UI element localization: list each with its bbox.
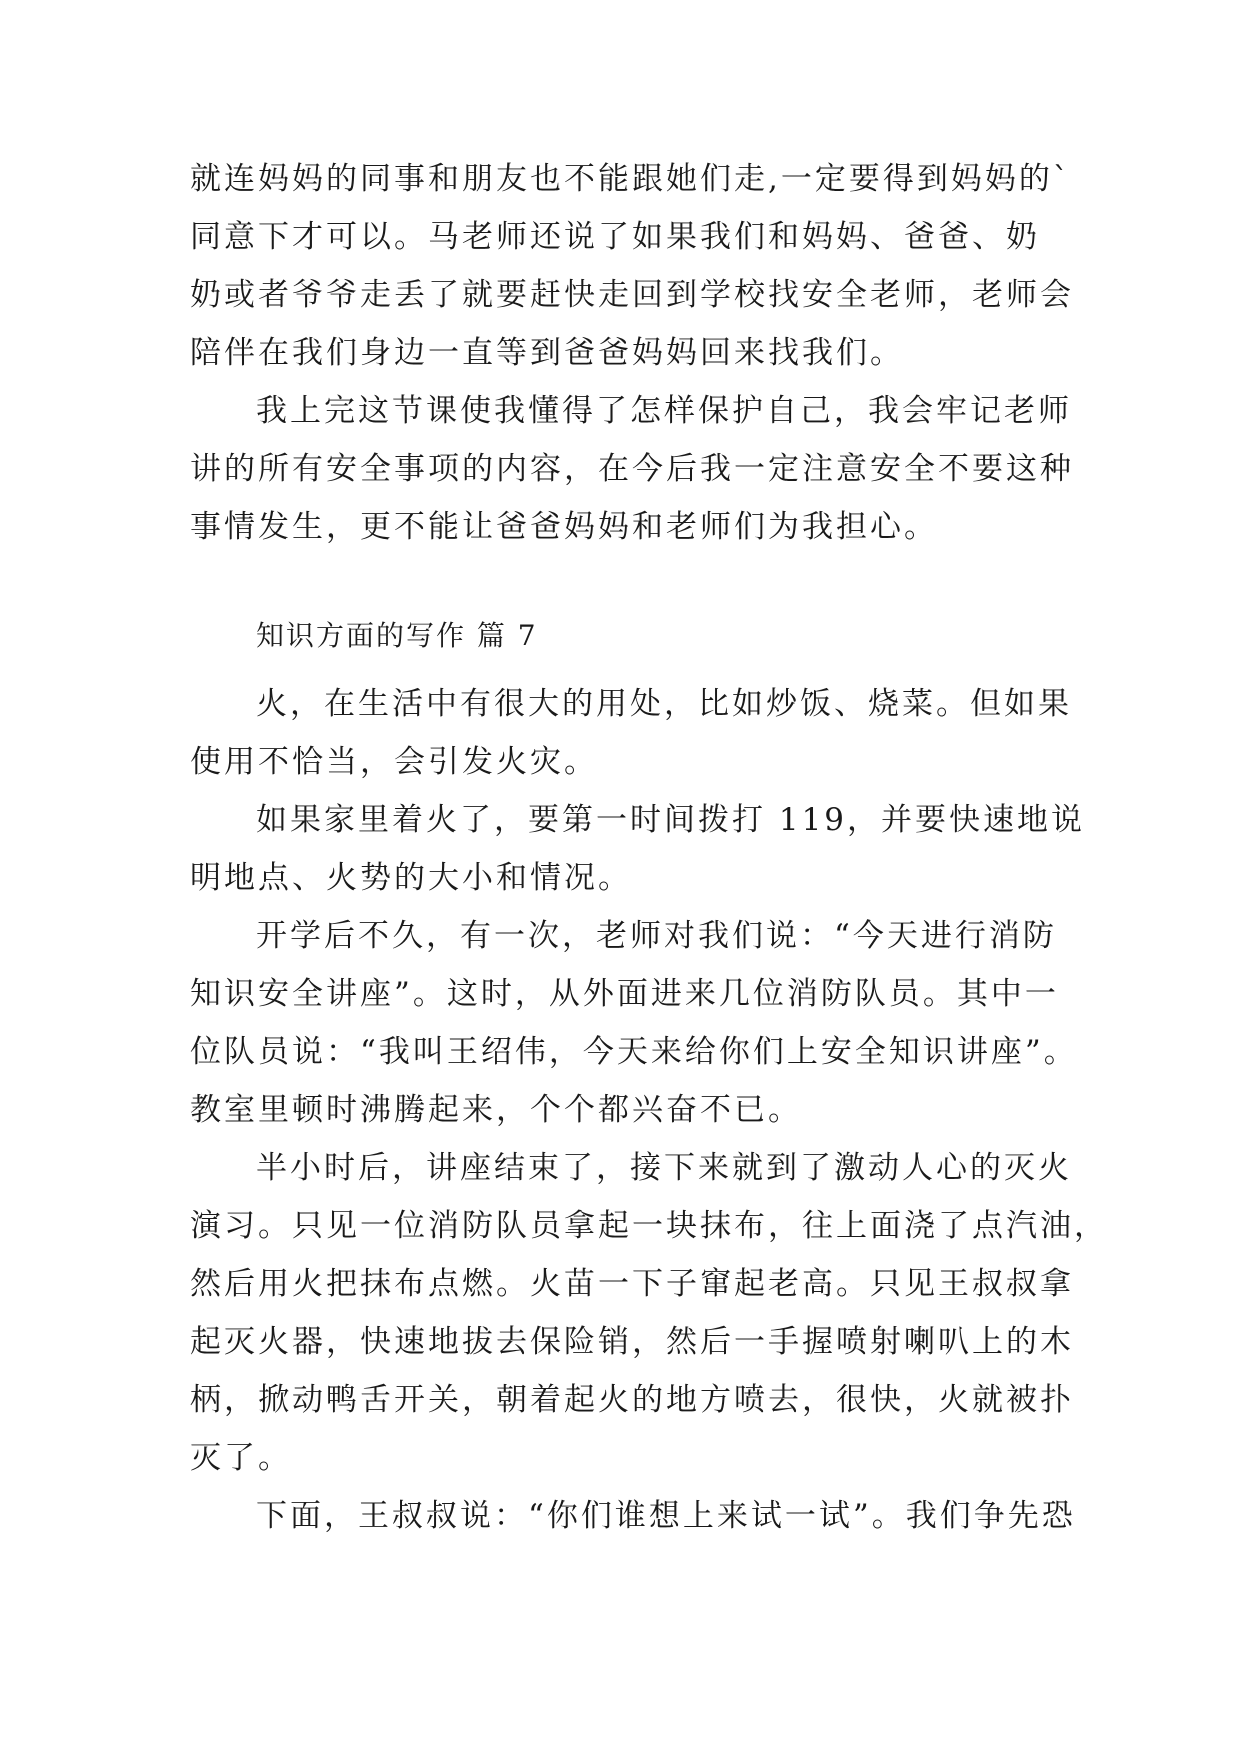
text-line: 教室里顿时沸腾起来，个个都兴奋不已。 <box>190 1092 802 1128</box>
text-line: 就连妈妈的同事和朋友也不能跟她们走,一定要得到妈妈的` <box>190 161 1072 197</box>
text-line: 半小时后，讲座结束了，接下来就到了激动人心的灭火 <box>256 1150 1072 1186</box>
text-line: 我上完这节课使我懂得了怎样保护自己，我会牢记老师 <box>256 393 1072 429</box>
text-line: 开学后不久，有一次，老师对我们说：“今天进行消防 <box>256 918 1057 954</box>
text-line: 火，在生活中有很大的用处，比如炒饭、烧菜。但如果 <box>256 686 1072 722</box>
heading-text: 知识方面的写作 篇 7 <box>256 619 538 652</box>
text-line: 同意下才可以。马老师还说了如果我们和妈妈、爸爸、奶 <box>190 219 1040 255</box>
text-line: 讲的所有安全事项的内容，在今后我一定注意安全不要这种 <box>190 451 1074 487</box>
text-line: 奶或者爷爷走丢了就要赶快走回到学校找安全老师，老师会 <box>190 277 1074 313</box>
section-heading <box>256 607 1136 665</box>
text-line: 使用不恰当，会引发火灾。 <box>190 744 598 780</box>
text-line: 起灭火器，快速地拔去保险销，然后一手握喷射喇叭上的木 <box>190 1324 1074 1360</box>
text-line: 然后用火把抹布点燃。火苗一下子窜起老高。只见王叔叔拿 <box>190 1266 1074 1302</box>
text-line: 柄，掀动鸭舌开关，朝着起火的地方喷去，很快，火就被扑 <box>190 1382 1074 1418</box>
essay-body <box>190 675 1108 1545</box>
text-line: 如果家里着火了，要第一时间拨打 119，并要快速地说 <box>256 802 1086 838</box>
text-line: 明地点、火势的大小和情况。 <box>190 860 632 896</box>
text-line: 位队员说：“我叫王绍伟，今天来给你们上安全知识讲座”。 <box>190 1034 1078 1070</box>
text-line: 演习。只见一位消防队员拿起一块抹布，往上面浇了点汽油， <box>190 1208 1108 1244</box>
text-line: 下面，王叔叔说：“你们谁想上来试一试”。我们争先恐 <box>256 1498 1076 1534</box>
text-line: 灭了。 <box>190 1440 292 1476</box>
text-line: 事情发生，更不能让爸爸妈妈和老师们为我担心。 <box>190 509 938 545</box>
paragraph-safety-rules <box>190 150 1074 382</box>
text-line: 陪伴在我们身边一直等到爸爸妈妈回来找我们。 <box>190 335 904 371</box>
paragraph-conclusion <box>190 382 1074 556</box>
text-line: 知识安全讲座”。这时，从外面进来几位消防队员。其中一 <box>190 976 1059 1012</box>
